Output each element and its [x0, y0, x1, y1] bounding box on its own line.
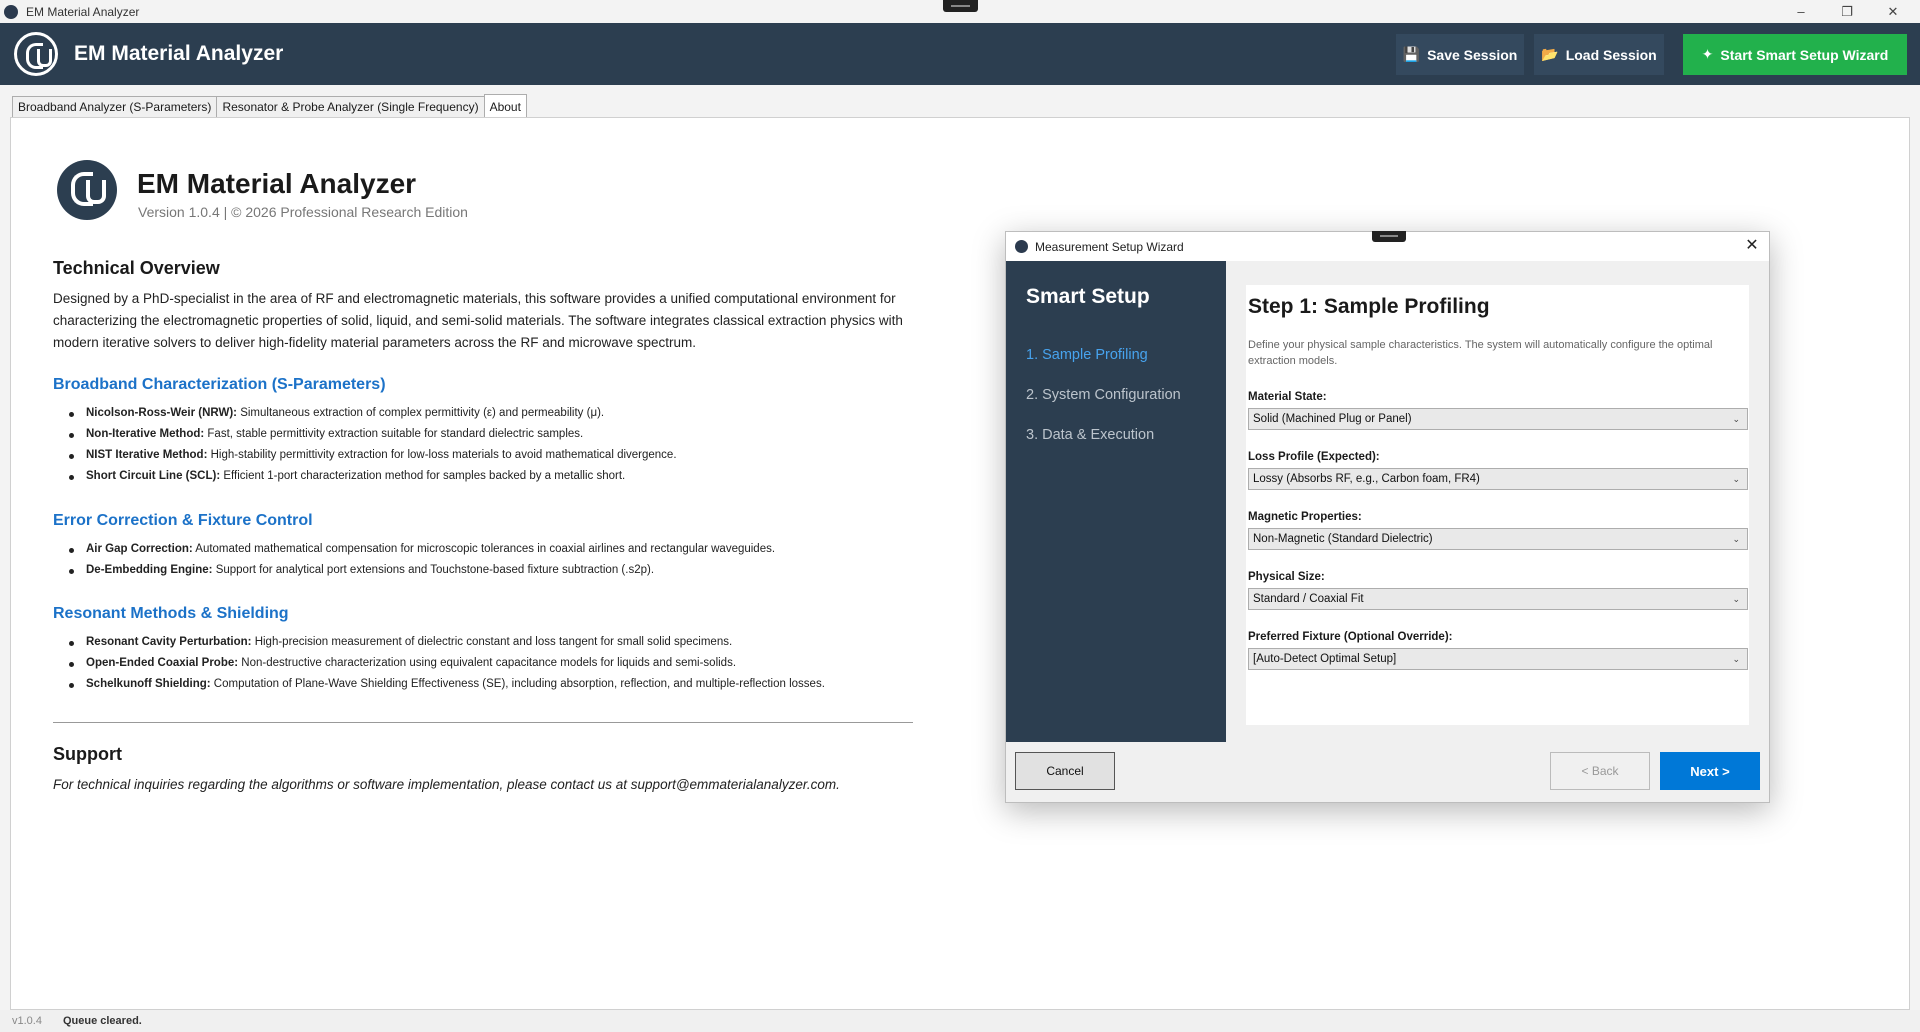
minimize-button[interactable]: –: [1797, 4, 1805, 19]
wizard-sidebar-title: Smart Setup: [1026, 285, 1150, 308]
back-button[interactable]: < Back: [1550, 752, 1650, 790]
step-description: Define your physical sample characteristics. The system will automatically configure the optimal extraction models.: [1248, 339, 1713, 367]
loss-profile-select[interactable]: [1248, 468, 1748, 490]
chevron-down-icon: ⌄: [1732, 654, 1740, 664]
list-item: Open-Ended Coaxial Probe: Non-destructive characterization using equivalent capacitance models for liquids and semi-solids.: [67, 653, 825, 674]
save-session-label: Save Session: [1427, 46, 1518, 63]
physical-size-label: Physical Size:: [1248, 571, 1325, 583]
list-item: Nicolson-Ross-Weir (NRW): Simultaneous extraction of complex permittivity (ε) and permeability (μ).: [67, 403, 677, 424]
about-version: Version 1.0.4 | © 2026 Professional Research Edition: [138, 204, 468, 220]
chevron-down-icon: ⌄: [1732, 474, 1740, 484]
broadband-method-list: [67, 403, 677, 487]
magnetic-properties-value: Non-Magnetic (Standard Dielectric): [1253, 533, 1433, 545]
error-correction-section-title: Error Correction & Fixture Control: [53, 512, 313, 529]
list-item: Schelkunoff Shielding: Computation of Plane-Wave Shielding Effectiveness (SE), including absorption, reflection, and multiple-reflection losses.: [67, 674, 825, 695]
status-message: Queue cleared.: [62, 1015, 142, 1027]
support-title: Support: [53, 744, 122, 764]
error-correction-list: [67, 539, 775, 581]
window-title: EM Material Analyzer: [26, 4, 140, 19]
preferred-fixture-value: [Auto-Detect Optimal Setup]: [1253, 653, 1397, 665]
preferred-fixture-label: Preferred Fixture (Optional Override):: [1248, 631, 1453, 643]
wizard-step-system-configuration: 2. System Configuration: [1026, 387, 1181, 403]
dialog-titlebar[interactable]: [1006, 232, 1769, 261]
about-logo-icon: [57, 160, 117, 220]
step-heading: Step 1: Sample Profiling: [1248, 295, 1490, 318]
app-header: [0, 23, 1920, 85]
app-icon: [4, 5, 18, 19]
close-icon[interactable]: ✕: [1745, 237, 1759, 254]
dialog-title: Measurement Setup Wizard: [1035, 239, 1184, 254]
status-bar: [0, 1010, 1920, 1032]
close-window-button[interactable]: ✕: [1887, 3, 1899, 19]
list-item: Short Circuit Line (SCL): Efficient 1-port characterization method for samples backed by a metallic short.: [67, 466, 677, 487]
magnetic-properties-label: Magnetic Properties:: [1248, 511, 1362, 523]
magnetic-properties-select[interactable]: [1248, 528, 1748, 550]
resonant-methods-section-title: Resonant Methods & Shielding: [53, 605, 289, 622]
list-item: NIST Iterative Method: High-stability permittivity extraction for low-loss materials to avoid mathematical divergence.: [67, 445, 677, 466]
list-item: Non-Iterative Method: Fast, stable permittivity extraction suitable for standard dielectric samples.: [67, 424, 677, 445]
folder-open-icon: 📂: [1541, 46, 1559, 62]
status-version: v1.0.4: [12, 1015, 42, 1027]
load-session-button[interactable]: [1534, 34, 1664, 75]
app-name: EM Material Analyzer: [74, 42, 284, 65]
tab-about[interactable]: About: [484, 94, 527, 118]
wizard-sidebar: [1006, 261, 1226, 742]
chevron-down-icon: ⌄: [1732, 534, 1740, 544]
wizard-footer: [1006, 742, 1769, 802]
start-wizard-button[interactable]: [1683, 34, 1907, 75]
measurement-setup-wizard-dialog: [1005, 231, 1770, 803]
tab-resonator-probe-analyzer[interactable]: Resonator & Probe Analyzer (Single Frequency): [216, 96, 484, 118]
maximize-button[interactable]: ❐: [1841, 3, 1853, 19]
material-state-value: Solid (Machined Plug or Panel): [1253, 413, 1412, 425]
cancel-button[interactable]: Cancel: [1015, 752, 1115, 790]
app-logo-icon: [14, 32, 58, 76]
list-item: Air Gap Correction: Automated mathematical compensation for microscopic tolerances in coaxial airlines and rectangular waveguides.: [67, 539, 775, 560]
save-session-button[interactable]: [1396, 34, 1524, 75]
physical-size-value: Standard / Coaxial Fit: [1253, 593, 1364, 605]
loss-profile-value: Lossy (Absorbs RF, e.g., Carbon foam, FR4): [1253, 473, 1480, 485]
window-titlebar: [0, 0, 1920, 23]
material-state-select[interactable]: [1248, 408, 1748, 430]
physical-size-select[interactable]: [1248, 588, 1748, 610]
start-wizard-label: Start Smart Setup Wizard: [1720, 46, 1889, 63]
material-state-label: Material State:: [1248, 391, 1327, 403]
resonant-methods-list: [67, 632, 825, 695]
chevron-down-icon: ⌄: [1732, 594, 1740, 604]
about-title: EM Material Analyzer: [137, 168, 417, 199]
loss-profile-label: Loss Profile (Expected):: [1248, 451, 1380, 463]
wizard-content: [1246, 285, 1749, 725]
list-item: Resonant Cavity Perturbation: High-precision measurement of dielectric constant and loss tangent for small solid specimens.: [67, 632, 825, 653]
wand-icon: ✦: [1701, 46, 1714, 62]
broadband-section-title: Broadband Characterization (S-Parameters): [53, 376, 386, 393]
chevron-down-icon: ⌄: [1732, 414, 1740, 424]
technical-overview-body: Designed by a PhD-specialist in the area of RF and electromagnetic materials, this software provides a unified computational environment for characterizing the electromagnetic properties of solid, liquid, and semi-solid materials. The software integrates classical extraction physics with modern iterative solvers to deliver high-fidelity material parameters across the RF and microwave spectrum.: [53, 291, 903, 350]
wizard-step-sample-profiling: 1. Sample Profiling: [1026, 347, 1148, 363]
tab-broadband-analyzer[interactable]: Broadband Analyzer (S-Parameters): [12, 96, 217, 118]
dialog-snap-grip-handle[interactable]: [1372, 231, 1406, 242]
list-item: De-Embedding Engine: Support for analytical port extensions and Touchstone-based fixture subtraction (.s2p).: [67, 560, 775, 581]
save-icon: 💾: [1402, 46, 1421, 62]
support-body: For technical inquiries regarding the algorithms or software implementation, please contact us at support@emmaterialanalyzer.com.: [53, 777, 840, 792]
next-button[interactable]: Next >: [1660, 752, 1760, 790]
snap-grip-handle[interactable]: [943, 0, 978, 12]
dialog-app-icon: [1015, 240, 1028, 253]
preferred-fixture-select[interactable]: [1248, 648, 1748, 670]
load-session-label: Load Session: [1565, 46, 1657, 63]
wizard-step-data-execution: 3. Data & Execution: [1026, 427, 1155, 443]
tab-bar: [12, 96, 526, 118]
divider: [53, 722, 913, 723]
technical-overview-title: Technical Overview: [53, 258, 220, 278]
